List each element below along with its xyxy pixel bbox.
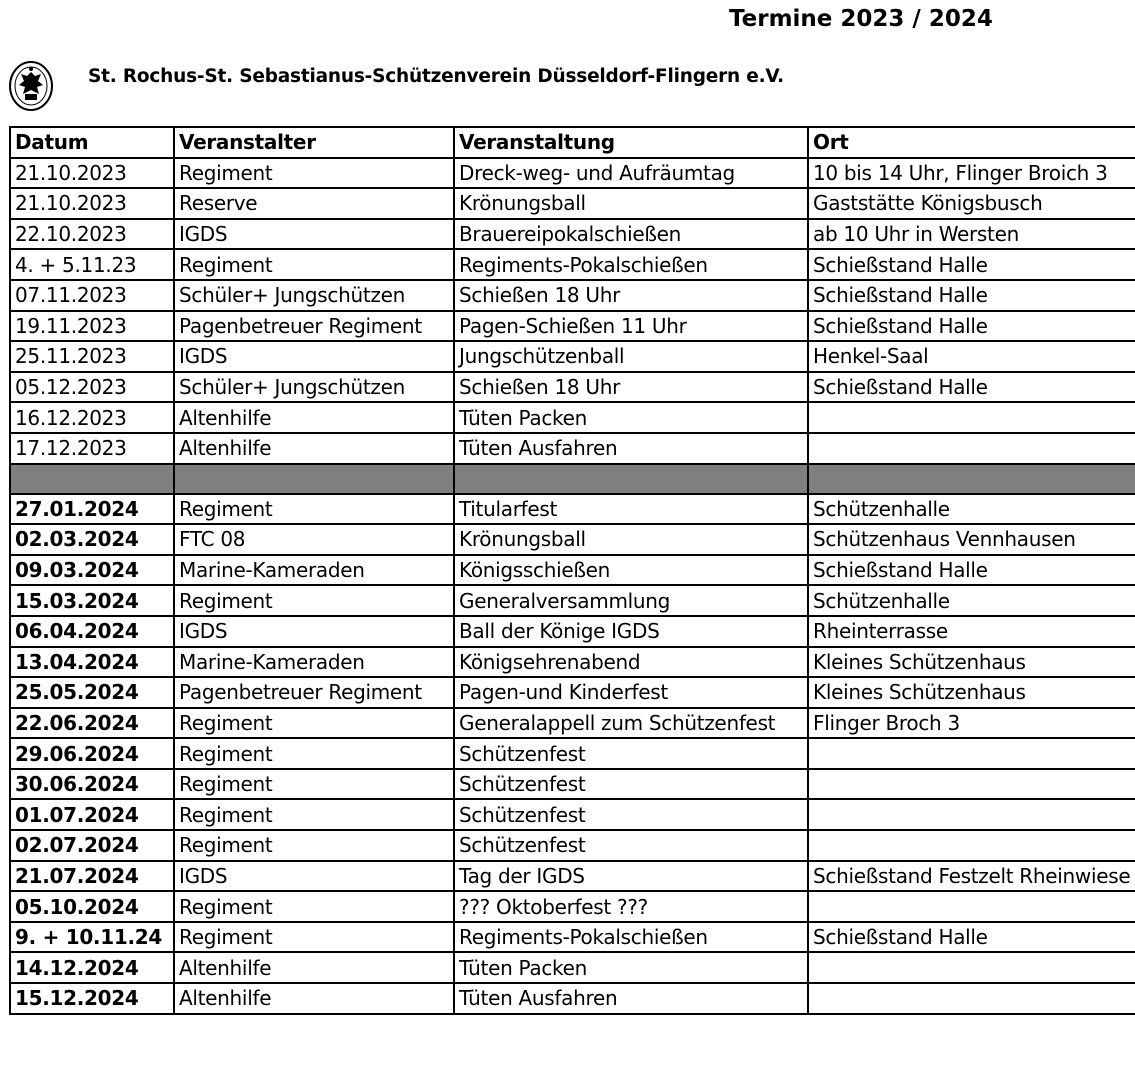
- cell-veranstaltung: Tüten Ausfahren: [454, 983, 808, 1014]
- table-row: [10, 952, 1135, 983]
- table-row: [10, 402, 1135, 433]
- cell-datum: 09.03.2024: [10, 555, 174, 586]
- cell-veranstaltung: Tüten Packen: [454, 402, 808, 433]
- table-row: [10, 922, 1135, 953]
- cell-veranstalter: Regiment: [174, 494, 454, 525]
- cell-veranstaltung: Pagen-Schießen 11 Uhr: [454, 311, 808, 342]
- cell-datum: 17.12.2023: [10, 433, 174, 464]
- cell-veranstalter: Marine-Kameraden: [174, 555, 454, 586]
- cell-veranstaltung: Tag der IGDS: [454, 861, 808, 892]
- cell-ort: [808, 738, 1135, 769]
- table-row: [10, 219, 1135, 250]
- document-title: Termine 2023 / 2024: [729, 6, 993, 32]
- cell-veranstaltung: Jungschützenball: [454, 341, 808, 372]
- cell-veranstaltung: Schießen 18 Uhr: [454, 372, 808, 403]
- cell-veranstalter: IGDS: [174, 616, 454, 647]
- cell-datum: 25.11.2023: [10, 341, 174, 372]
- cell-veranstaltung: Regiments-Pokalschießen: [454, 249, 808, 280]
- table-row: [10, 708, 1135, 739]
- cell-veranstaltung: Generalappell zum Schützenfest: [454, 708, 808, 739]
- table-row: [10, 188, 1135, 219]
- year-separator-row: [10, 464, 1135, 494]
- cell-ort: Rheinterrasse: [808, 616, 1135, 647]
- cell-datum: 02.07.2024: [10, 830, 174, 861]
- cell-veranstalter: Regiment: [174, 738, 454, 769]
- header-datum: Datum: [10, 127, 174, 158]
- cell-datum: 9. + 10.11.24: [10, 922, 174, 953]
- cell-datum: 22.10.2023: [10, 219, 174, 250]
- table-header-row: [10, 127, 1135, 158]
- cell-veranstalter: Marine-Kameraden: [174, 647, 454, 678]
- cell-veranstaltung: Krönungsball: [454, 188, 808, 219]
- table-row: [10, 280, 1135, 311]
- table-row: [10, 311, 1135, 342]
- cell-veranstalter: IGDS: [174, 861, 454, 892]
- table-row: [10, 341, 1135, 372]
- cell-ort: ab 10 Uhr in Wersten: [808, 219, 1135, 250]
- cell-datum: 14.12.2024: [10, 952, 174, 983]
- cell-veranstalter: Altenhilfe: [174, 952, 454, 983]
- cell-veranstalter: IGDS: [174, 341, 454, 372]
- cell-ort: [808, 983, 1135, 1014]
- table-row: [10, 524, 1135, 555]
- cell-veranstalter: Regiment: [174, 249, 454, 280]
- table-row: [10, 158, 1135, 189]
- cell-veranstaltung: Krönungsball: [454, 524, 808, 555]
- cell-ort: Schützenhalle: [808, 494, 1135, 525]
- cell-ort: [808, 769, 1135, 800]
- cell-veranstalter: Reserve: [174, 188, 454, 219]
- cell-veranstaltung: Titularfest: [454, 494, 808, 525]
- table-row: [10, 433, 1135, 464]
- cell-veranstaltung: Regiments-Pokalschießen: [454, 922, 808, 953]
- cell-veranstalter: Schüler+ Jungschützen: [174, 280, 454, 311]
- cell-veranstaltung: Generalversammlung: [454, 585, 808, 616]
- cell-datum: 13.04.2024: [10, 647, 174, 678]
- cell-datum: 21.10.2023: [10, 158, 174, 189]
- table-row: [10, 983, 1135, 1014]
- club-crest-icon: [8, 60, 54, 112]
- table-row: [10, 830, 1135, 861]
- cell-datum: 21.10.2023: [10, 188, 174, 219]
- cell-ort: [808, 891, 1135, 922]
- table-row: [10, 677, 1135, 708]
- cell-veranstaltung: Königsehrenabend: [454, 647, 808, 678]
- cell-datum: 25.05.2024: [10, 677, 174, 708]
- cell-ort: Flinger Broch 3: [808, 708, 1135, 739]
- table-row: [10, 738, 1135, 769]
- cell-veranstalter: Regiment: [174, 799, 454, 830]
- cell-ort: [808, 433, 1135, 464]
- cell-veranstaltung: Schützenfest: [454, 799, 808, 830]
- cell-datum: 4. + 5.11.23: [10, 249, 174, 280]
- cell-veranstalter: Altenhilfe: [174, 983, 454, 1014]
- cell-ort: Kleines Schützenhaus: [808, 647, 1135, 678]
- cell-veranstalter: IGDS: [174, 219, 454, 250]
- table-row: [10, 494, 1135, 525]
- cell-veranstalter: FTC 08: [174, 524, 454, 555]
- cell-datum: 21.07.2024: [10, 861, 174, 892]
- cell-veranstalter: Pagenbetreuer Regiment: [174, 677, 454, 708]
- cell-ort: [808, 402, 1135, 433]
- header-ort: Ort: [808, 127, 1135, 158]
- cell-veranstalter: Schüler+ Jungschützen: [174, 372, 454, 403]
- table-row: [10, 616, 1135, 647]
- cell-datum: 16.12.2023: [10, 402, 174, 433]
- cell-veranstaltung: Tüten Packen: [454, 952, 808, 983]
- club-name: St. Rochus-St. Sebastianus-Schützenverein Düsseldorf-Flingern e.V.: [88, 66, 784, 87]
- separator-cell: [454, 464, 808, 494]
- cell-veranstaltung: Ball der Könige IGDS: [454, 616, 808, 647]
- table-row: [10, 769, 1135, 800]
- table-row: [10, 891, 1135, 922]
- cell-veranstaltung: Dreck-weg- und Aufräumtag: [454, 158, 808, 189]
- cell-veranstaltung: Schützenfest: [454, 830, 808, 861]
- cell-datum: 01.07.2024: [10, 799, 174, 830]
- table-row: [10, 555, 1135, 586]
- cell-ort: Schießstand Halle: [808, 311, 1135, 342]
- cell-ort: Schützenhalle: [808, 585, 1135, 616]
- cell-veranstalter: Altenhilfe: [174, 402, 454, 433]
- cell-datum: 30.06.2024: [10, 769, 174, 800]
- cell-datum: 05.10.2024: [10, 891, 174, 922]
- cell-veranstalter: Pagenbetreuer Regiment: [174, 311, 454, 342]
- cell-datum: 15.03.2024: [10, 585, 174, 616]
- cell-veranstalter: Regiment: [174, 769, 454, 800]
- table-row: [10, 799, 1135, 830]
- cell-ort: Schießstand Halle: [808, 555, 1135, 586]
- cell-ort: Schießstand Festzelt Rheinwiese: [808, 861, 1135, 892]
- header-veranstalter: Veranstalter: [174, 127, 454, 158]
- cell-datum: 02.03.2024: [10, 524, 174, 555]
- cell-veranstaltung: ??? Oktoberfest ???: [454, 891, 808, 922]
- cell-ort: [808, 830, 1135, 861]
- cell-veranstaltung: Brauereipokalschießen: [454, 219, 808, 250]
- separator-cell: [10, 464, 174, 494]
- table-row: [10, 585, 1135, 616]
- cell-veranstalter: Altenhilfe: [174, 433, 454, 464]
- events-table: [9, 126, 1135, 1015]
- cell-ort: [808, 952, 1135, 983]
- table-row: [10, 372, 1135, 403]
- cell-veranstalter: Regiment: [174, 158, 454, 189]
- cell-ort: Henkel-Saal: [808, 341, 1135, 372]
- cell-ort: 10 bis 14 Uhr, Flinger Broich 3: [808, 158, 1135, 189]
- cell-ort: Kleines Schützenhaus: [808, 677, 1135, 708]
- cell-ort: Schießstand Halle: [808, 372, 1135, 403]
- cell-veranstalter: Regiment: [174, 922, 454, 953]
- cell-veranstalter: Regiment: [174, 830, 454, 861]
- cell-ort: [808, 799, 1135, 830]
- cell-veranstalter: Regiment: [174, 585, 454, 616]
- cell-datum: 15.12.2024: [10, 983, 174, 1014]
- cell-ort: Schießstand Halle: [808, 280, 1135, 311]
- separator-cell: [808, 464, 1135, 494]
- cell-veranstaltung: Schießen 18 Uhr: [454, 280, 808, 311]
- cell-veranstaltung: Schützenfest: [454, 738, 808, 769]
- cell-datum: 27.01.2024: [10, 494, 174, 525]
- table-row: [10, 647, 1135, 678]
- cell-veranstalter: Regiment: [174, 891, 454, 922]
- header-veranstaltung: Veranstaltung: [454, 127, 808, 158]
- cell-veranstaltung: Königsschießen: [454, 555, 808, 586]
- table-row: [10, 249, 1135, 280]
- cell-datum: 07.11.2023: [10, 280, 174, 311]
- cell-datum: 19.11.2023: [10, 311, 174, 342]
- cell-ort: Schießstand Halle: [808, 249, 1135, 280]
- cell-datum: 05.12.2023: [10, 372, 174, 403]
- cell-datum: 22.06.2024: [10, 708, 174, 739]
- cell-ort: Schießstand Halle: [808, 922, 1135, 953]
- separator-cell: [174, 464, 454, 494]
- table-row: [10, 861, 1135, 892]
- cell-datum: 29.06.2024: [10, 738, 174, 769]
- cell-veranstaltung: Schützenfest: [454, 769, 808, 800]
- cell-ort: Gaststätte Königsbusch: [808, 188, 1135, 219]
- cell-datum: 06.04.2024: [10, 616, 174, 647]
- cell-veranstalter: Regiment: [174, 708, 454, 739]
- cell-ort: Schützenhaus Vennhausen: [808, 524, 1135, 555]
- cell-veranstaltung: Tüten Ausfahren: [454, 433, 808, 464]
- cell-veranstaltung: Pagen-und Kinderfest: [454, 677, 808, 708]
